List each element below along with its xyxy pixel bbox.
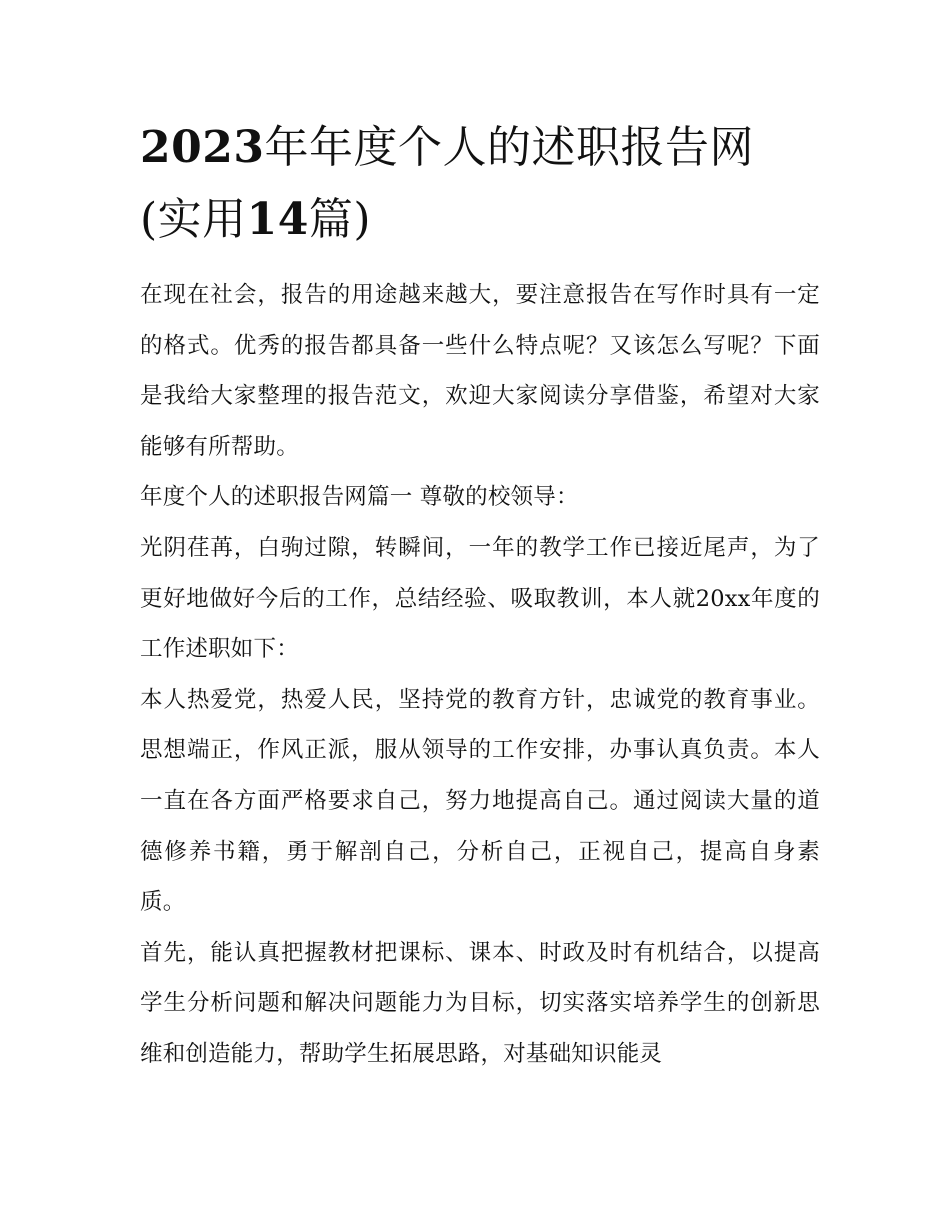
section-heading: 年度个人的述职报告网篇一 尊敬的校领导： xyxy=(140,484,579,511)
title-year: 2023 xyxy=(140,122,265,173)
body-paragraph-2: 本人热爱党，热爱人民，坚持党的教育方针，忠诚党的教育事业。思想端正，作风正派，服从领导的工作安排，办事认真负责。本人一直在各方面严格要求自己，努力地提高自己。通过阅读大量的道德修养书籍，勇于解剖自己，分析自己，正视自己，提高自身素质。 xyxy=(140,686,820,916)
title-text: 年年度个人的述职报告网 xyxy=(264,122,754,173)
title-close: 篇) xyxy=(308,194,372,245)
title-count: 14 xyxy=(246,194,309,245)
body-paragraph-3: 首先，能认真把握教材把课标、课本、时政及时有机结合，以提高学生分析问题和解决问题能力为目标，切实落实培养学生的创新思维和创造能力，帮助学生拓展思路，对基础知识能灵 xyxy=(140,939,820,1067)
intro-paragraph: 在现在社会，报告的用途越来越大，要注意报告在写作时具有一定的格式。优秀的报告都具备一些什么特点呢？又该怎么写呢？下面是我给大家整理的报告范文，欢迎大家阅读分享借鉴，希望对大家能够有所帮助。 xyxy=(140,282,820,460)
body-paragraph-1: 光阴荏苒，白驹过隙，转瞬间，一年的教学工作已接近尾声，为了更好地做好今后的工作，总结经验、吸取教训，本人就20xx年度的工作述职如下： xyxy=(140,534,820,663)
document-title xyxy=(140,112,820,256)
title-open: (实用 xyxy=(140,194,247,245)
document-page xyxy=(140,112,820,1080)
